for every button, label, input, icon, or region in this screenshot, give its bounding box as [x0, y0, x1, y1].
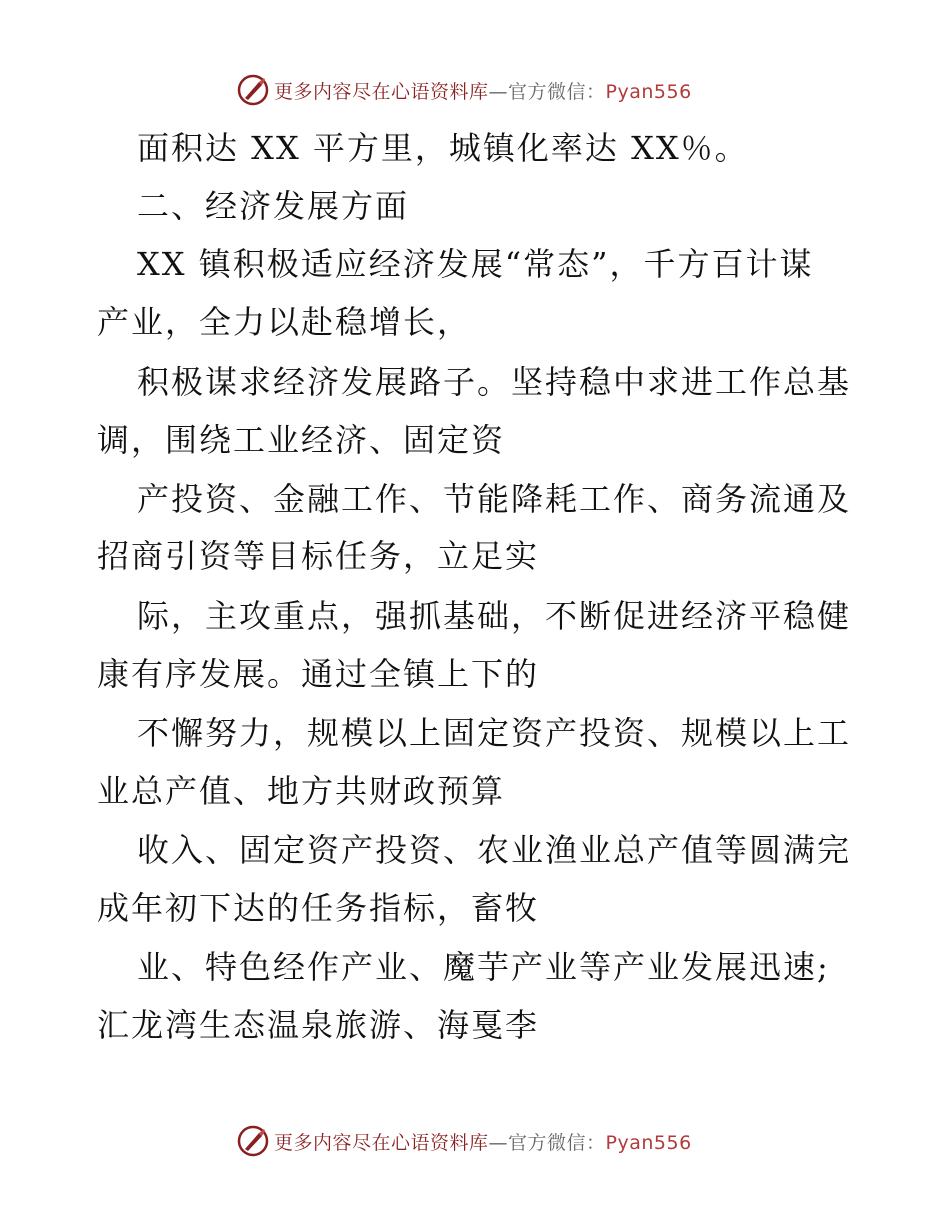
paragraph-line: 不懈努力，规模以上固定资产投资、规模以上工 — [137, 714, 852, 752]
quill-logo-icon — [236, 1124, 270, 1158]
paragraph-line: 业总产值、地方共财政预算 — [97, 772, 506, 810]
header-watermark — [236, 72, 692, 108]
watermark-text: 更多内容尽在心语资料库—官方微信：Pyan556 — [274, 1131, 692, 1154]
paragraph-line: XX 镇积极适应经济发展“常态”，千方百计谋 — [137, 245, 814, 283]
paragraph-line: 收入、固定资产投资、农业渔业总产值等圆满完 — [137, 831, 852, 869]
paragraph-line: 际，主攻重点，强抓基础，不断促进经济平稳健 — [137, 597, 852, 635]
quill-logo-icon — [236, 73, 270, 107]
paragraph-line: 积极谋求经济发展路子。坚持稳中求进工作总基 — [137, 363, 852, 401]
paragraph-line: 产投资、金融工作、节能降耗工作、商务流通及 — [137, 480, 852, 518]
paragraph-line: 康有序发展。通过全镇上下的 — [97, 655, 540, 693]
paragraph-line: 调，围绕工业经济、固定资 — [97, 421, 506, 459]
footer-watermark — [236, 1123, 692, 1159]
paragraph-line: 成年初下达的任务指标，畜牧 — [97, 889, 540, 927]
paragraph-line: 汇龙湾生态温泉旅游、海戛李 — [97, 1006, 540, 1044]
section-heading: 二、经济发展方面 — [137, 187, 410, 225]
paragraph-line: 业、特色经作产业、魔芋产业等产业发展迅速; — [137, 948, 830, 986]
paragraph-line: 面积达 XX 平方里，城镇化率达 XX％。 — [137, 129, 749, 167]
paragraph-line: 产业，全力以赴稳增长， — [97, 303, 472, 341]
paragraph-line: 招商引资等目标任务，立足实 — [97, 537, 540, 575]
watermark-text: 更多内容尽在心语资料库—官方微信：Pyan556 — [274, 80, 692, 103]
